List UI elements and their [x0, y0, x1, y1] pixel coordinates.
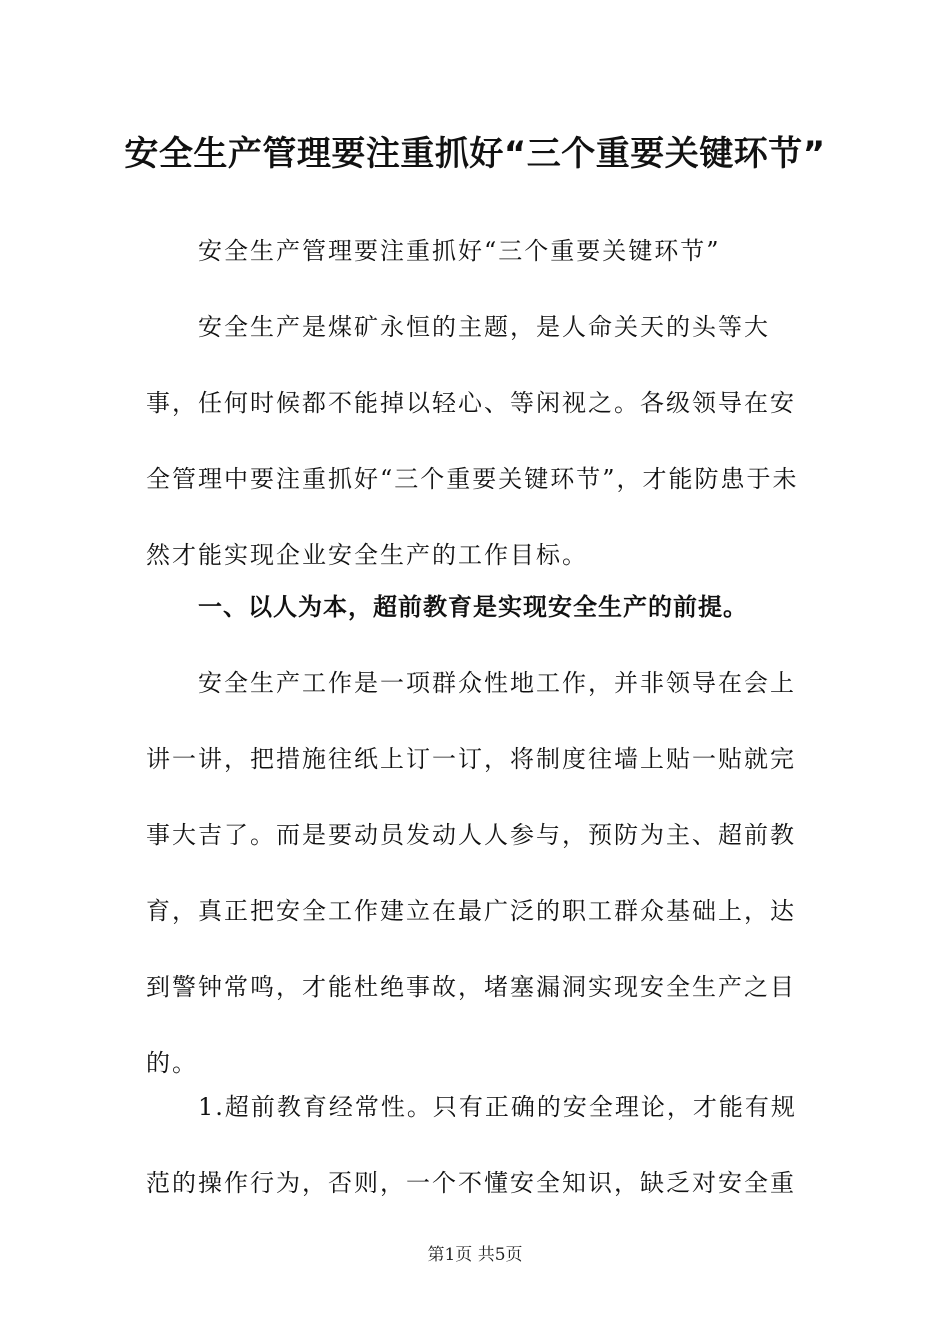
page-number: 第1页 共5页 [427, 1245, 523, 1265]
document-subtitle: 安全生产管理要注重抓好“三个重要关键环节” [198, 237, 721, 265]
document-title: 安全生产管理要注重抓好“三个重要关键环节” [124, 134, 826, 174]
paragraph-intro: 安全生产是煤矿永恒的主题，是人命关天的头等大事，任何时候都不能掉以轻心、等闲视之。各级领导在安全管理中要注重抓好“三个重要关键环节”，才能防患于未然才能实现企业安全生产的工作目标。 [146, 313, 799, 569]
paragraph-item-1: 1.超前教育经常性。只有正确的安全理论，才能有规范的操作行为，否则，一个不懂安全知识，缺乏对安全重 [146, 1093, 797, 1197]
section-heading-1: 一、以人为本，超前教育是实现安全生产的前提。 [198, 593, 748, 621]
paragraph-section-1: 安全生产工作是一项群众性地工作，并非领导在会上讲一讲，把措施往纸上订一订，将制度往墙上贴一贴就完事大吉了。而是要动员发动人人参与，预防为主、超前教育，真正把安全工作建立在最广泛的职工群众基础上，达到警钟常鸣，才能杜绝事故，堵塞漏洞实现安全生产之目的。 [146, 669, 796, 1077]
